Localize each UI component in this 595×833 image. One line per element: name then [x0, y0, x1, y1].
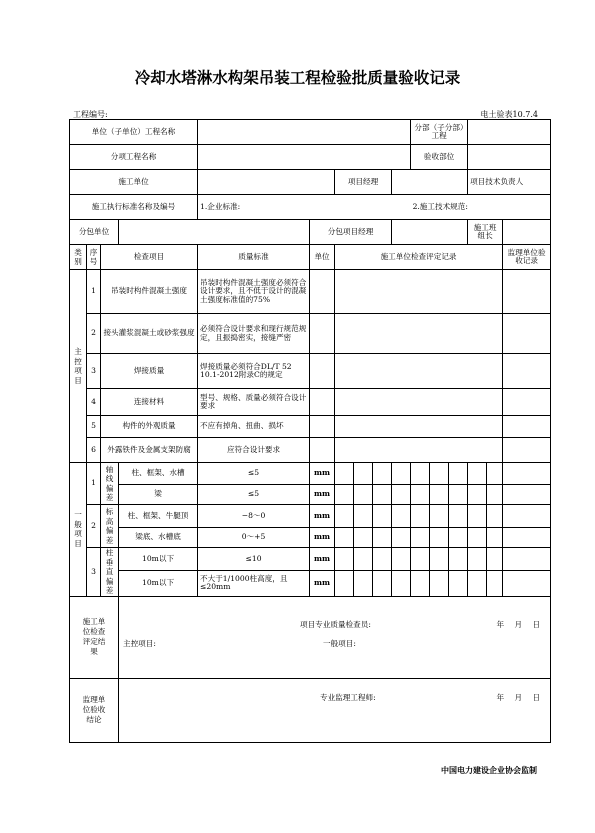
main-item-supervisor[interactable] [503, 354, 551, 389]
general-unit: mm [310, 571, 335, 596]
unit-project-name-label: 单位（子单位）工程名称 [70, 120, 198, 145]
item-project-name-label: 分项工程名称 [70, 145, 198, 170]
measure-cell[interactable] [430, 571, 449, 596]
main-item-unit [310, 416, 335, 438]
main-item-name: 焊接质量 [101, 354, 198, 389]
general-standard: ≤10 [198, 548, 310, 571]
measure-cell[interactable] [354, 463, 373, 485]
main-item-supervisor[interactable] [503, 438, 551, 463]
main-item-record[interactable] [335, 438, 503, 463]
measure-cell[interactable] [487, 463, 503, 485]
general-unit: mm [310, 528, 335, 548]
general-group-name: 轴线偏差 [101, 463, 119, 505]
measure-cell[interactable] [392, 463, 411, 485]
general-unit: mm [310, 548, 335, 571]
main-items-label: 主控项目 [70, 270, 87, 463]
main-item-name: 构件的外观质量 [101, 416, 198, 438]
main-item-standard: 必须符合设计要求和现行规范规定，且振捣密实，接缝严密 [198, 314, 310, 354]
measure-cell[interactable] [411, 548, 430, 571]
measure-cell[interactable] [335, 571, 354, 596]
main-item-supervisor[interactable] [503, 270, 551, 314]
measure-cell[interactable] [468, 463, 487, 485]
general-items-result-label: 一般项目: [323, 639, 356, 648]
measure-cell[interactable] [487, 485, 503, 505]
main-item-record[interactable] [335, 354, 503, 389]
main-item-no: 6 [87, 438, 101, 463]
measure-cell[interactable] [430, 528, 449, 548]
supervisor-eval-date: 年 月 日 [496, 692, 541, 702]
supervisor-eval-area[interactable] [119, 678, 551, 742]
measure-cell[interactable] [354, 548, 373, 571]
subunit-field[interactable] [468, 120, 551, 145]
measure-cell[interactable] [373, 463, 392, 485]
measure-cell[interactable] [335, 463, 354, 485]
measure-cell[interactable] [354, 485, 373, 505]
col-standard: 质量标准 [198, 245, 310, 270]
measure-cell[interactable] [487, 505, 503, 528]
form-title: 冷却水塔淋水构架吊装工程检验批质量验收记录 [134, 69, 461, 87]
measure-cell[interactable] [449, 548, 468, 571]
main-item-no: 1 [87, 270, 101, 314]
main-item-unit [310, 314, 335, 354]
measure-cell[interactable] [411, 571, 430, 596]
measure-cell[interactable] [449, 571, 468, 596]
subcontract-unit-field[interactable] [119, 220, 310, 245]
construct-unit-field[interactable] [198, 170, 335, 195]
construct-unit-label: 施工单位 [70, 170, 198, 195]
general-sub-item: 柱、框架、牛腿顶 [119, 505, 198, 528]
col-seq: 序号 [87, 245, 101, 270]
measure-cell[interactable] [468, 528, 487, 548]
measure-cell[interactable] [449, 505, 468, 528]
general-supervisor[interactable] [503, 528, 551, 548]
general-sub-item: 梁 [119, 485, 198, 505]
measure-cell[interactable] [373, 548, 392, 571]
general-standard: ≤5 [198, 463, 310, 485]
measure-cell[interactable] [487, 571, 503, 596]
main-item-unit [310, 354, 335, 389]
main-item-supervisor[interactable] [503, 389, 551, 416]
main-item-unit [310, 438, 335, 463]
measure-cell[interactable] [411, 528, 430, 548]
general-standard: 0～+5 [198, 528, 310, 548]
measure-cell[interactable] [468, 485, 487, 505]
measure-cell[interactable] [487, 528, 503, 548]
project-manager-label: 项目经理 [335, 170, 392, 195]
main-item-name: 接头灌浆混凝土或砂浆强度 [101, 314, 198, 354]
main-item-standard: 应符合设计要求 [198, 438, 310, 463]
supervisor-engineer-label: 专业监理工程师: [320, 692, 376, 702]
project-number-label: 工程编号: [73, 110, 108, 119]
main-item-name: 外露铁件及金属支架防腐 [101, 438, 198, 463]
enterprise-standard-field[interactable]: 1.企业标准: [198, 195, 411, 220]
measure-cell[interactable] [335, 505, 354, 528]
col-unit: 单位 [310, 245, 335, 270]
general-supervisor[interactable] [503, 505, 551, 528]
col-item: 检查项目 [101, 245, 198, 270]
measure-cell[interactable] [335, 528, 354, 548]
measure-cell[interactable] [468, 571, 487, 596]
main-item-name: 吊装时构件混凝土强度 [101, 270, 198, 314]
measure-cell[interactable] [335, 485, 354, 505]
measure-cell[interactable] [373, 485, 392, 505]
main-item-name: 连接材料 [101, 389, 198, 416]
main-item-standard: 型号、规格、质量必须符合设计要求 [198, 389, 310, 416]
main-item-no: 4 [87, 389, 101, 416]
main-item-record[interactable] [335, 270, 503, 314]
general-group-no: 1 [87, 463, 101, 505]
general-standard: 不大于1/1000柱高度，且≤20mm [198, 571, 310, 596]
general-sub-item: 10m以下 [119, 548, 198, 571]
measure-cell[interactable] [449, 528, 468, 548]
accept-part-label: 验收部位 [411, 145, 468, 170]
main-item-standard: 不应有掉角、扭曲、损坏 [198, 416, 310, 438]
general-supervisor[interactable] [503, 571, 551, 596]
general-group-name: 柱垂直偏差 [101, 548, 119, 597]
general-sub-item: 10m以下 [119, 571, 198, 596]
tech-lead-label: 项目技术负责人 [468, 170, 551, 195]
measure-cell[interactable] [430, 485, 449, 505]
main-item-no: 3 [87, 354, 101, 389]
unit-project-name-field[interactable] [198, 120, 411, 145]
form-code: 电土验表10.7.4 [480, 110, 538, 119]
construct-eval-area[interactable] [119, 596, 551, 678]
general-group-no: 2 [87, 505, 101, 548]
measure-cell[interactable] [449, 463, 468, 485]
main-item-no: 5 [87, 416, 101, 438]
team-leader-label: 施工班组长 [468, 220, 503, 245]
measure-cell[interactable] [430, 463, 449, 485]
general-standard: −8～0 [198, 505, 310, 528]
inspection-form-table [69, 119, 551, 743]
main-item-supervisor[interactable] [503, 314, 551, 354]
issuer-footer: 中国电力建设企业协会监制 [441, 766, 537, 775]
construct-eval-label: 施工单位检查评定结果 [70, 596, 119, 678]
general-supervisor[interactable] [503, 485, 551, 505]
subcontract-unit-label: 分包单位 [70, 220, 119, 245]
main-item-no: 2 [87, 314, 101, 354]
measure-cell[interactable] [392, 571, 411, 596]
measure-cell[interactable] [468, 505, 487, 528]
measure-cell[interactable] [392, 528, 411, 548]
subcontract-manager-label: 分包项目经理 [310, 220, 392, 245]
main-item-record[interactable] [335, 389, 503, 416]
general-standard: ≤5 [198, 485, 310, 505]
general-unit: mm [310, 505, 335, 528]
general-group-name: 标高偏差 [101, 505, 119, 548]
project-manager-field[interactable] [392, 170, 468, 195]
measure-cell[interactable] [373, 571, 392, 596]
measure-cell[interactable] [392, 548, 411, 571]
measure-cell[interactable] [487, 548, 503, 571]
accept-part-field[interactable] [468, 145, 551, 170]
col-category: 类别 [70, 245, 87, 270]
construct-eval-date: 年 月 日 [496, 619, 541, 629]
supervisor-eval-label: 监理单位验收结论 [70, 678, 119, 742]
main-item-standard: 吊装时构件混凝土强度必须符合设计要求，且不低于设计的混凝土强度标准值的75% [198, 270, 310, 314]
general-unit: mm [310, 463, 335, 485]
main-item-unit [310, 270, 335, 314]
standard-label: 施工执行标准名称及编号 [70, 195, 198, 220]
quality-inspector-label: 项目专业质量检查员: [300, 619, 371, 629]
subcontract-manager-field[interactable] [392, 220, 468, 245]
item-project-name-field[interactable] [198, 145, 411, 170]
main-item-record[interactable] [335, 416, 503, 438]
measure-cell[interactable] [373, 505, 392, 528]
col-supervisor: 监理单位验收记录 [503, 245, 551, 270]
measure-cell[interactable] [392, 505, 411, 528]
general-sub-item: 梁底、水槽底 [119, 528, 198, 548]
main-item-supervisor[interactable] [503, 416, 551, 438]
measure-cell[interactable] [392, 485, 411, 505]
measure-cell[interactable] [449, 485, 468, 505]
main-item-unit [310, 389, 335, 416]
general-unit: mm [310, 485, 335, 505]
main-items-result-label: 主控项目: [123, 639, 156, 648]
measure-cell[interactable] [468, 548, 487, 571]
measure-cell[interactable] [335, 548, 354, 571]
col-record: 施工单位检查评定记录 [335, 245, 503, 270]
measure-cell[interactable] [430, 548, 449, 571]
general-sub-item: 柱、框架、水槽 [119, 463, 198, 485]
tech-standard-field[interactable]: 2.施工技术规范: [411, 195, 551, 220]
measure-cell[interactable] [430, 505, 449, 528]
main-item-record[interactable] [335, 314, 503, 354]
measure-cell[interactable] [373, 528, 392, 548]
general-items-label: 一般项目 [70, 463, 87, 597]
measure-cell[interactable] [411, 463, 430, 485]
main-item-standard: 焊接质量必须符合DL/T 52 10.1-2012附录C的规定 [198, 354, 310, 389]
general-supervisor[interactable] [503, 548, 551, 571]
general-supervisor[interactable] [503, 463, 551, 485]
team-leader-field[interactable] [503, 220, 551, 245]
measure-cell[interactable] [354, 528, 373, 548]
measure-cell[interactable] [354, 571, 373, 596]
subunit-label: 分部（子分部）工程 [411, 120, 468, 145]
measure-cell[interactable] [411, 505, 430, 528]
measure-cell[interactable] [354, 505, 373, 528]
general-group-no: 3 [87, 548, 101, 597]
measure-cell[interactable] [411, 485, 430, 505]
